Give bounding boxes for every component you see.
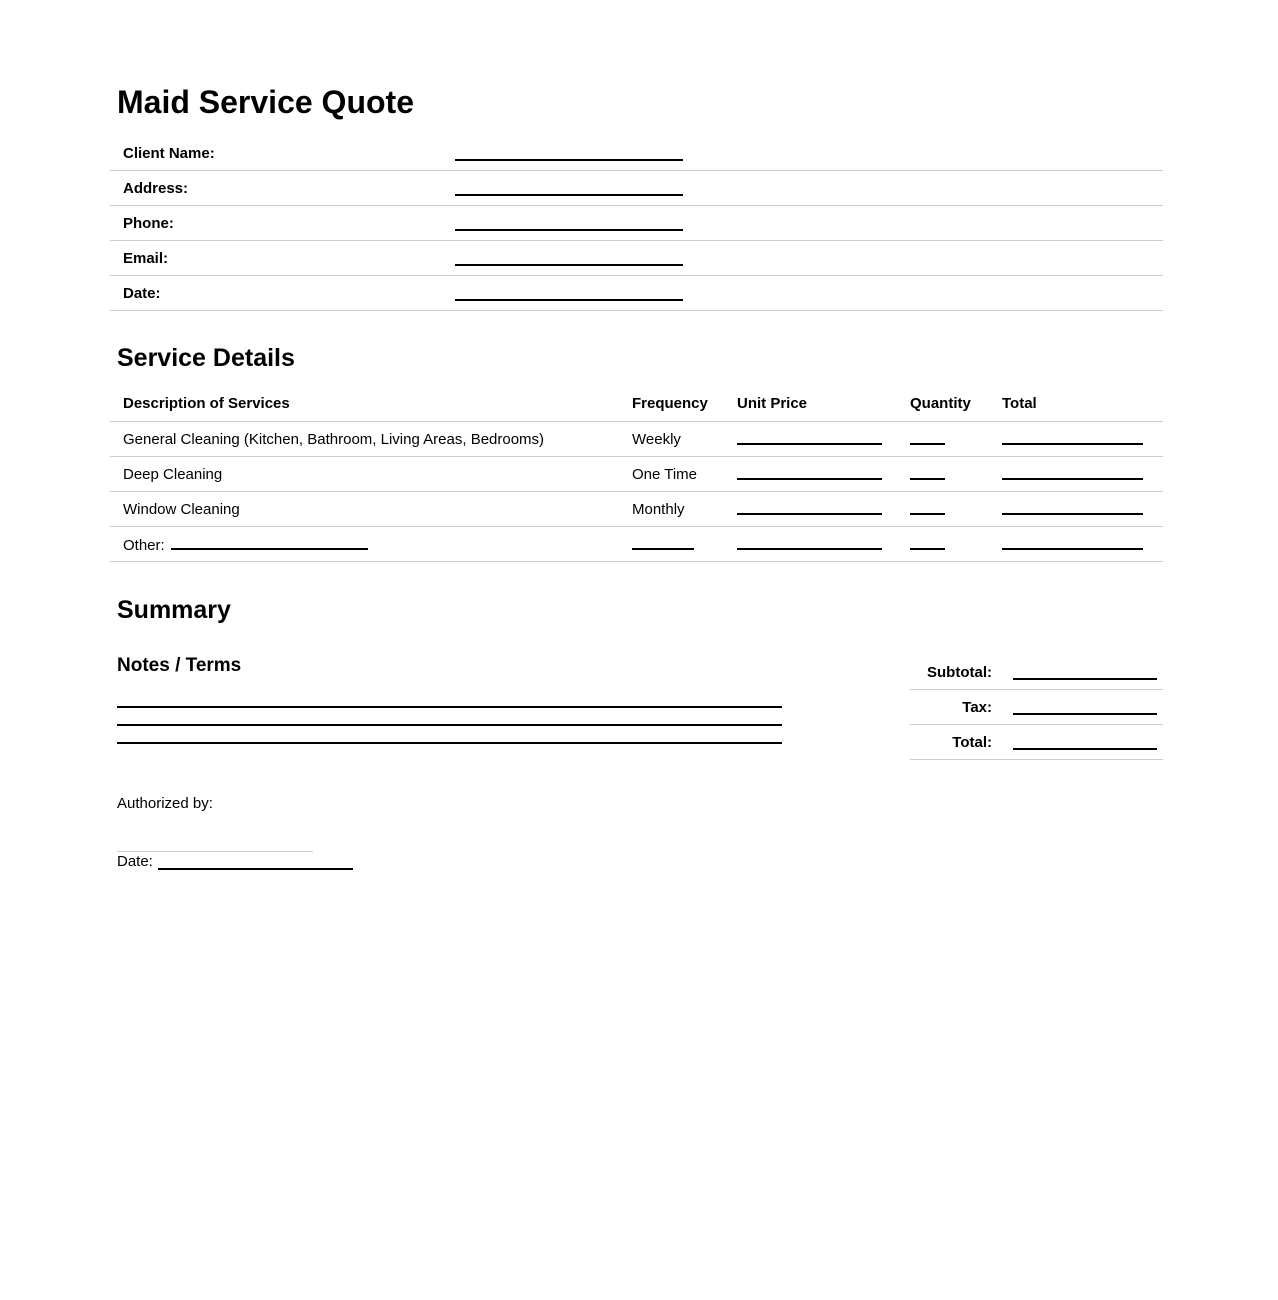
total-blank-line xyxy=(1013,735,1157,750)
phone-label: Phone: xyxy=(123,214,174,232)
subtotal-blank-line xyxy=(1013,665,1157,680)
frequency-cell: Weekly xyxy=(632,430,681,448)
notes-terms-heading: Notes / Terms xyxy=(117,655,242,676)
client-info-row xyxy=(110,241,1163,276)
summary-heading: Summary xyxy=(117,596,231,624)
quantity-blank-line xyxy=(910,430,945,445)
notes-blank-line xyxy=(117,706,782,708)
column-header-description: Description of Services xyxy=(123,395,290,412)
total-cell xyxy=(1002,535,1163,554)
column-header-frequency: Frequency xyxy=(632,395,708,412)
page-title: Maid Service Quote xyxy=(117,84,414,120)
date-row xyxy=(117,852,353,870)
total-blank-line xyxy=(1002,430,1143,445)
date-blank-line xyxy=(158,855,353,870)
quantity-blank-line xyxy=(910,500,945,515)
service-details-heading: Service Details xyxy=(117,344,295,372)
total-blank-line xyxy=(1002,500,1143,515)
table-row xyxy=(110,527,1163,562)
unit-price-cell xyxy=(737,430,910,449)
frequency-cell: One Time xyxy=(632,465,698,483)
service-description-cell: Deep Cleaning xyxy=(123,465,223,483)
tax-row xyxy=(910,690,1163,725)
tax-label: Tax: xyxy=(962,698,992,716)
authorized-by-label: Authorized by: xyxy=(117,795,213,812)
date-field-blank-line xyxy=(455,286,683,301)
total-row xyxy=(910,725,1163,760)
address-label: Address: xyxy=(123,179,189,197)
unit-price-cell xyxy=(737,465,910,484)
other-service-label: Other: xyxy=(123,536,165,554)
service-description-cell: Window Cleaning xyxy=(123,500,240,518)
unit-price-blank-line xyxy=(737,465,882,480)
email-label: Email: xyxy=(123,249,169,267)
totals-section xyxy=(910,655,1163,760)
frequency-cell: Monthly xyxy=(632,500,685,518)
email-blank-line xyxy=(455,251,683,266)
other-service-blank-line xyxy=(171,535,368,550)
quantity-cell xyxy=(910,430,1002,449)
client-name-label: Client Name: xyxy=(123,144,215,162)
unit-price-blank-line xyxy=(737,535,882,550)
notes-blank-line xyxy=(117,742,782,744)
notes-blank-line xyxy=(117,724,782,726)
quantity-blank-line xyxy=(910,535,945,550)
frequency-blank-line xyxy=(632,535,694,550)
client-info-row xyxy=(110,136,1163,171)
client-info-row xyxy=(110,206,1163,241)
column-header-unit-price: Unit Price xyxy=(737,395,808,412)
quantity-blank-line xyxy=(910,465,945,480)
subtotal-row xyxy=(910,655,1163,690)
client-info-row xyxy=(110,276,1163,311)
column-header-total: Total xyxy=(1002,395,1037,412)
unit-price-blank-line xyxy=(737,500,882,515)
client-info-row xyxy=(110,171,1163,206)
service-details-table xyxy=(110,386,1163,562)
quantity-cell xyxy=(910,535,1002,554)
unit-price-cell xyxy=(737,500,910,519)
table-row xyxy=(110,422,1163,457)
table-header-row xyxy=(110,386,1163,422)
quantity-cell xyxy=(910,465,1002,484)
total-label: Total: xyxy=(952,733,992,751)
tax-blank-line xyxy=(1013,700,1157,715)
phone-blank-line xyxy=(455,216,683,231)
total-blank-line xyxy=(1002,465,1143,480)
subtotal-label: Subtotal: xyxy=(927,663,992,681)
date-field-label: Date: xyxy=(123,284,161,302)
table-row xyxy=(110,492,1163,527)
unit-price-blank-line xyxy=(737,430,882,445)
service-description-cell: General Cleaning (Kitchen, Bathroom, Living Areas, Bedrooms) xyxy=(123,430,545,448)
quantity-cell xyxy=(910,500,1002,519)
total-cell xyxy=(1002,465,1163,484)
total-cell xyxy=(1002,500,1163,519)
total-blank-line xyxy=(1002,535,1143,550)
table-row xyxy=(110,457,1163,492)
frequency-cell xyxy=(632,535,737,554)
unit-price-cell xyxy=(737,535,910,554)
total-cell xyxy=(1002,430,1163,449)
address-blank-line xyxy=(455,181,683,196)
service-description-cell xyxy=(110,535,632,554)
column-header-quantity: Quantity xyxy=(910,395,971,412)
date-label: Date: xyxy=(117,853,153,870)
client-info-section xyxy=(110,136,1163,311)
client-name-blank-line xyxy=(455,146,683,161)
